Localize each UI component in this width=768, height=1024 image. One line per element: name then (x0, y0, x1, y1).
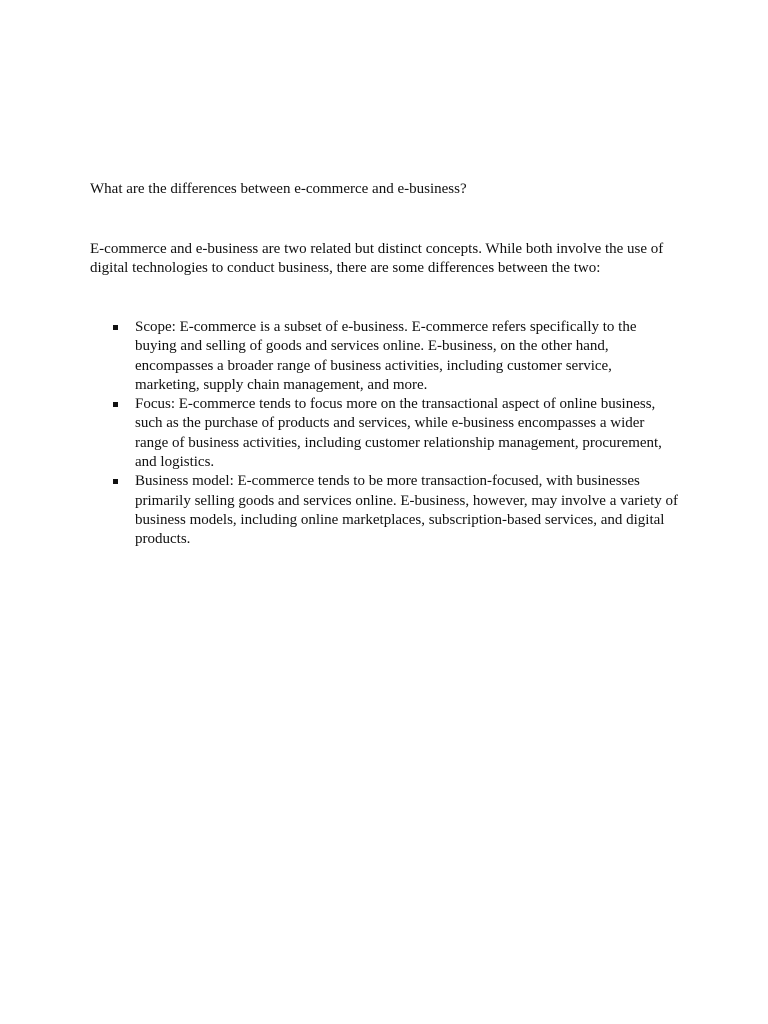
list-item-text: Business model: E-commerce tends to be more transaction-focused, with businesses primarily selling goods and services online. E-business, however, may involve a variety of business models, including online marketplaces, subscription-based services, and digital products. (135, 473, 679, 548)
list-item (90, 472, 680, 549)
intro-paragraph: E-commerce and e-business are two related but distinct concepts. While both involve the use of digital technologies to conduct business, there are some differences between the two: (90, 241, 664, 277)
list-item-text: Focus: E-commerce tends to focus more on the transactional aspect of online business, such as the purchase of products and services, while e-business encompasses a wider range of business activities, including customer relationship management, procurement, and logistics. (135, 396, 662, 471)
differences-list (90, 318, 680, 550)
question-heading: What are the differences between e-commerce and e-business? (90, 181, 467, 197)
square-bullet-icon (113, 402, 118, 407)
list-item-text: Scope: E-commerce is a subset of e-business. E-commerce refers specifically to the buying and selling of goods and services online. E-business, on the other hand, encompasses a broader range of business activities, including customer service, marketing, supply chain management, and more. (135, 319, 637, 393)
list-item (90, 318, 680, 395)
square-bullet-icon (113, 479, 118, 484)
square-bullet-icon (113, 325, 118, 330)
list-item (90, 395, 680, 472)
